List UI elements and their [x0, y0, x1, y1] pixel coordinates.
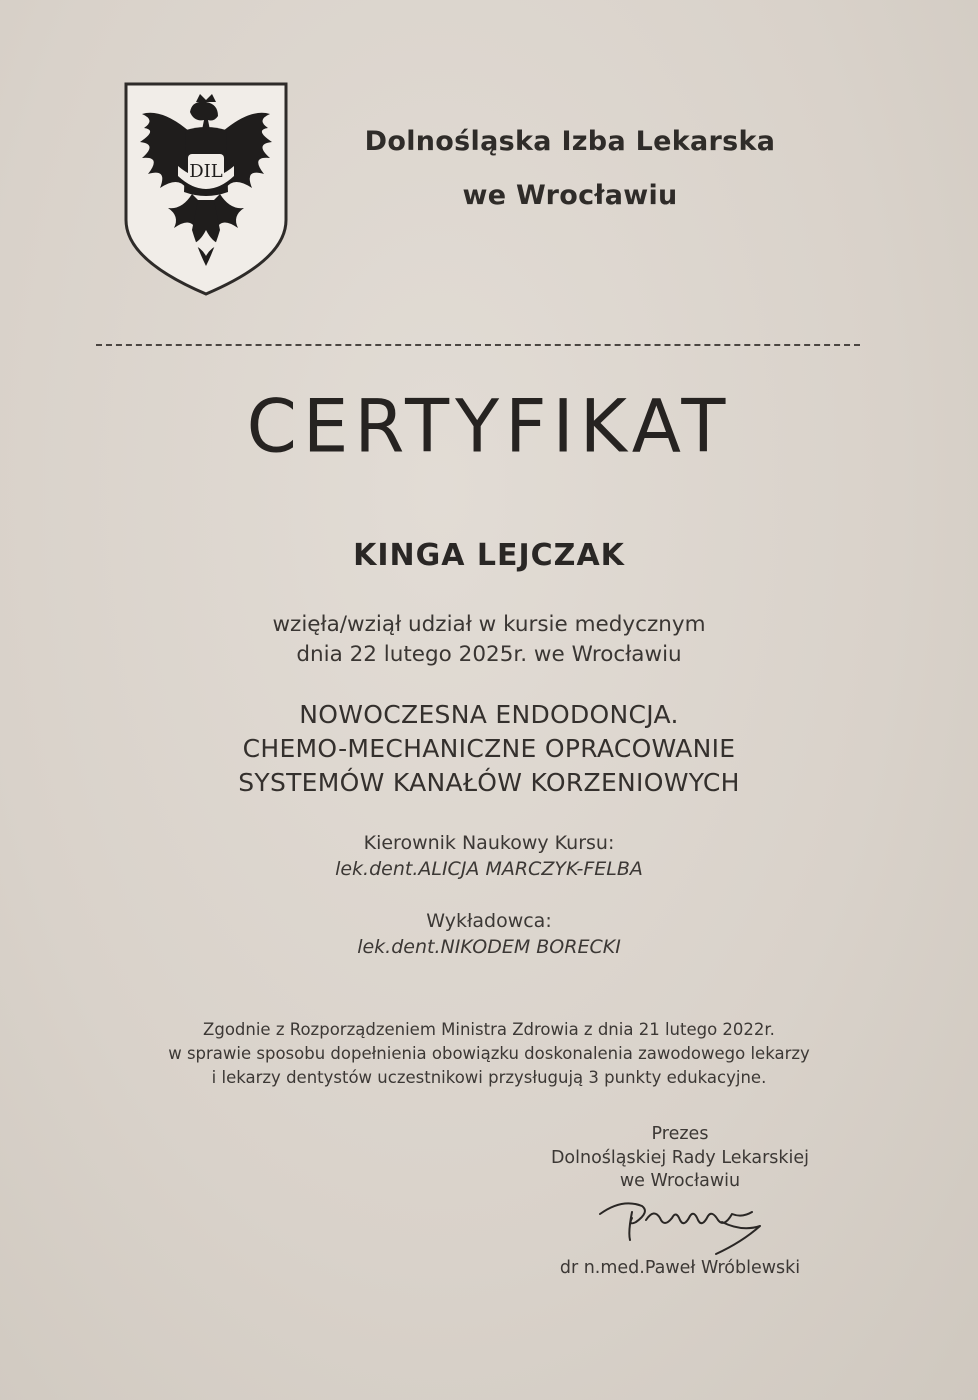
dashed-divider — [96, 344, 860, 346]
lecturer-name: lek.dent.NIKODEM BORECKI — [357, 936, 621, 958]
eagle-coat-of-arms-icon — [122, 80, 290, 298]
organization-name: Dolnośląska Izba Lekarska — [364, 126, 776, 157]
course-title-line-1: NOWOCZESNA ENDODONCJA. — [299, 700, 679, 729]
signatory-name: dr n.med.Paweł Wróblewski — [559, 1258, 801, 1278]
director-label: Kierownik Naukowy Kursu: — [363, 832, 615, 854]
participation-line-1: wzięła/wziął udział w kursie medycznym — [272, 612, 706, 637]
organization-city: we Wrocławiu — [462, 180, 678, 211]
signatory-role-line-2: Dolnośląskiej Rady Lekarskiej — [550, 1148, 810, 1168]
certificate-title: CERTYFIKAT — [246, 383, 732, 469]
participation-line-2: dnia 22 lutego 2025r. we Wrocławiu — [296, 642, 682, 667]
legal-text-line-1: Zgodnie z Rozporządzeniem Ministra Zdrowia z dnia 21 lutego 2022r. — [203, 1020, 775, 1039]
lecturer-label: Wykładowca: — [426, 910, 552, 932]
course-title-line-3: SYSTEMÓW KANAŁÓW KORZENIOWYCH — [238, 768, 740, 797]
recipient-name: KINGA LEJCZAK — [353, 538, 625, 573]
director-name: lek.dent.ALICJA MARCZYK-FELBA — [335, 858, 643, 880]
signatory-role-line-3: we Wrocławiu — [619, 1171, 741, 1191]
legal-text-line-3: i lekarzy dentystów uczestnikowi przysługują 3 punkty edukacyjne. — [211, 1068, 767, 1087]
svg-text:DIL: DIL — [189, 161, 223, 182]
handwritten-signature — [592, 1192, 772, 1258]
course-title-line-2: CHEMO-MECHANICZNE OPRACOWANIE — [242, 734, 736, 763]
signatory-role-line-1: Prezes — [651, 1124, 709, 1144]
legal-text-line-2: w sprawie sposobu dopełnienia obowiązku doskonalenia zawodowego lekarzy — [168, 1044, 810, 1063]
